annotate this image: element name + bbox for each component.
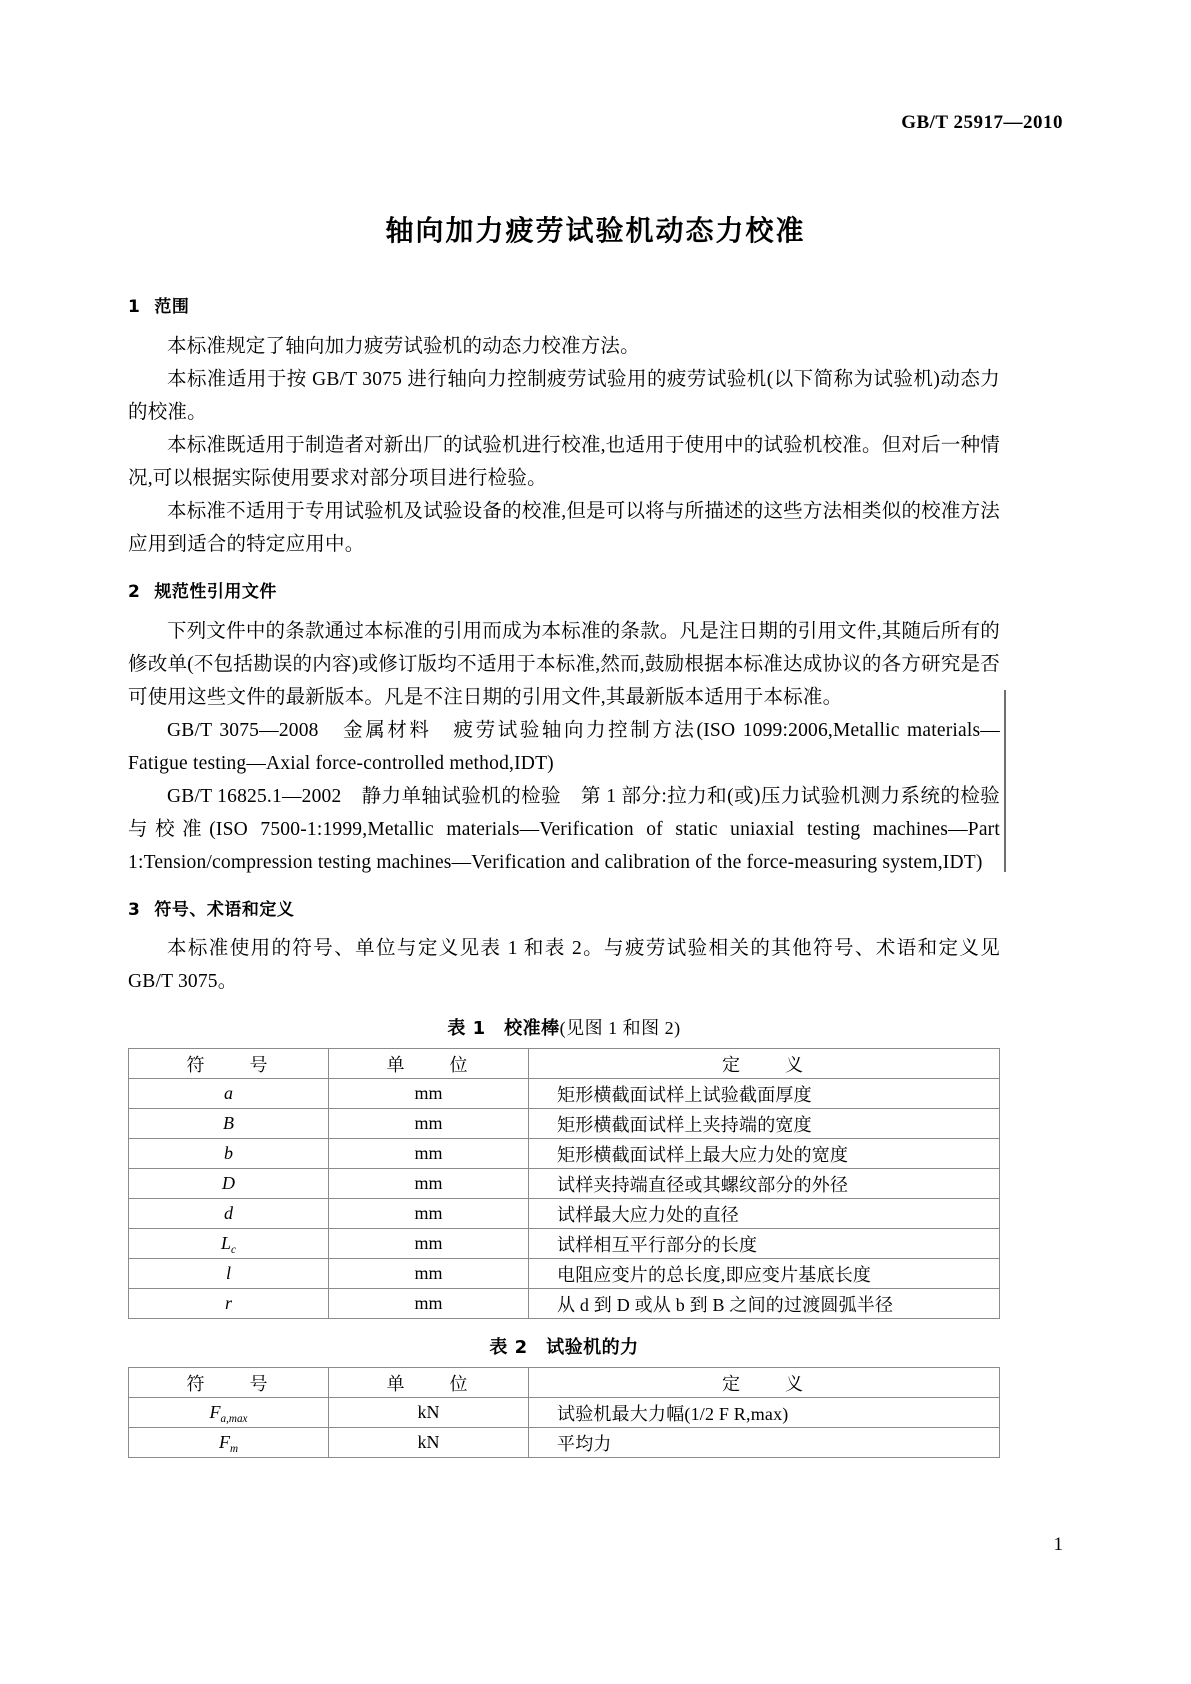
table1-caption — [128, 1014, 1000, 1040]
table1-caption-note: (见图 1 和图 2) — [559, 1018, 681, 1039]
page-number: 1 — [1053, 1534, 1063, 1555]
normative-reference-item: GB/T 3075—2008 金属材料 疲劳试验轴向力控制方法(ISO 1099:2006,Metallic materials—Fatigue testing—Axial force-controlled method,IDT) — [128, 719, 1000, 774]
cell-symbol: $L_c$ — [129, 1229, 329, 1259]
table-row — [129, 1259, 1000, 1289]
cell-definition: 矩形横截面试样上夹持端的宽度 — [529, 1109, 1000, 1139]
cell-unit: mm — [329, 1139, 529, 1169]
paragraph: 本标准使用的符号、单位与定义见表 1 和表 2。与疲劳试验相关的其他符号、术语和定义见 GB/T 3075。 — [128, 938, 1000, 993]
column-header-symbol: 符 号 — [129, 1368, 329, 1398]
table1-caption-main: 表 1 校准棒 — [447, 1018, 560, 1040]
column-header-unit: 单 位 — [329, 1049, 529, 1079]
cell-symbol: a — [129, 1079, 329, 1109]
table-row — [129, 1289, 1000, 1319]
cell-definition: 矩形横截面试样上试验截面厚度 — [529, 1079, 1000, 1109]
table-row — [129, 1139, 1000, 1169]
table-row — [129, 1079, 1000, 1109]
section-title-1: 范围 — [154, 297, 190, 317]
cell-symbol: $F_{a,max}$ — [129, 1398, 329, 1428]
section-normative-references — [128, 581, 1000, 879]
table-row — [129, 1169, 1000, 1199]
cell-unit: mm — [329, 1199, 529, 1229]
table-row — [129, 1199, 1000, 1229]
cell-unit: mm — [329, 1229, 529, 1259]
column-header-definition: 定 义 — [529, 1049, 1000, 1079]
paragraph: 本标准不适用于专用试验机及试验设备的校准,但是可以将与所描述的这些方法相类似的校准方法应用到适合的特定应用中。 — [128, 500, 1000, 555]
column-header-symbol: 符 号 — [129, 1049, 329, 1079]
cell-symbol-subscript: m — [229, 1443, 239, 1456]
paragraph: 本标准既适用于制造者对新出厂的试验机进行校准,也适用于使用中的试验机校准。但对后一种情况,可以根据实际使用要求对部分项目进行检验。 — [128, 434, 1000, 489]
cell-symbol: B — [129, 1109, 329, 1139]
cell-definition: 试样最大应力处的直径 — [529, 1199, 1000, 1229]
revision-change-bar — [1004, 690, 1006, 872]
table-row — [129, 1398, 1000, 1428]
paragraph: 下列文件中的条款通过本标准的引用而成为本标准的条款。凡是注日期的引用文件,其随后所有的修改单(不包括勘误的内容)或修订版均不适用于本标准,然而,鼓励根据本标准达成协议的各方研究是否可使用这些文件的最新版本。凡是不注日期的引用文件,其最新版本适用于本标准。 — [128, 620, 1000, 708]
cell-unit: mm — [329, 1109, 529, 1139]
section-number-2: 2 — [128, 581, 141, 602]
table-row — [129, 1229, 1000, 1259]
cell-unit: kN — [329, 1428, 529, 1458]
cell-definition: 从 d 到 D 或从 b 到 B 之间的过渡圆弧半径 — [529, 1289, 1000, 1319]
paragraph: 本标准规定了轴向加力疲劳试验机的动态力校准方法。 — [167, 335, 640, 357]
table2-caption-main: 表 2 试验机的力 — [489, 1337, 639, 1359]
table-machine-forces — [128, 1367, 1000, 1458]
cell-symbol-subscript: a,max — [220, 1413, 248, 1426]
cell-symbol: d — [129, 1199, 329, 1229]
cell-symbol: b — [129, 1139, 329, 1169]
table2-caption — [128, 1333, 1000, 1359]
cell-definition: 试样夹持端直径或其螺纹部分的外径 — [529, 1169, 1000, 1199]
table-header-row — [129, 1368, 1000, 1398]
cell-definition: 平均力 — [529, 1428, 1000, 1458]
section-title-2: 规范性引用文件 — [154, 581, 277, 602]
page-title: 轴向加力疲劳试验机动态力校准 — [385, 214, 806, 247]
cell-symbol-subscript: c — [231, 1244, 236, 1257]
cell-unit: mm — [329, 1259, 529, 1289]
section-heading-1 — [128, 296, 1000, 320]
document-body — [128, 296, 1000, 1458]
cell-symbol: $F_m$ — [129, 1428, 329, 1458]
paragraph: 本标准适用于按 GB/T 3075 进行轴向力控制疲劳试验用的疲劳试验机(以下简称为试验机)动态力的校准。 — [128, 368, 1000, 423]
normative-reference-item: GB/T 16825.1—2002 静力单轴试验机的检验 第 1 部分:拉力和(或)压力试验机测力系统的检验与校准(ISO 7500-1:1999,Metallic materials—Verification of static uniaxial testing machines—Part 1:Tension/compression testing machines—Verification and calibration of the force-measuring system,IDT) — [128, 785, 1000, 873]
cell-unit: kN — [329, 1398, 529, 1428]
cell-unit: mm — [329, 1169, 529, 1199]
section-scope — [128, 296, 1000, 561]
column-header-definition: 定 义 — [529, 1368, 1000, 1398]
cell-symbol: r — [129, 1289, 329, 1319]
table-row — [129, 1109, 1000, 1139]
page-header-standard-number: GB/T 25917—2010 — [901, 112, 1063, 133]
section-number-1: 1 — [128, 297, 141, 317]
cell-definition: 试验机最大力幅(1/2 F R,max) — [529, 1398, 1000, 1428]
table-row — [129, 1428, 1000, 1458]
table-calibration-bar — [128, 1048, 1000, 1319]
cell-unit: mm — [329, 1079, 529, 1109]
section-number-3: 3 — [128, 899, 141, 920]
cell-definition: 矩形横截面试样上最大应力处的宽度 — [529, 1139, 1000, 1169]
column-header-unit: 单 位 — [329, 1368, 529, 1398]
table-header-row — [129, 1049, 1000, 1079]
section-heading-2 — [128, 581, 1000, 605]
cell-definition: 试样相互平行部分的长度 — [529, 1229, 1000, 1259]
section-symbols-terms-definitions — [128, 899, 1000, 999]
cell-symbol: D — [129, 1169, 329, 1199]
cell-symbol: l — [129, 1259, 329, 1289]
cell-definition: 电阻应变片的总长度,即应变片基底长度 — [529, 1259, 1000, 1289]
section-heading-3 — [128, 899, 1000, 923]
section-title-3: 符号、术语和定义 — [154, 899, 295, 920]
cell-unit: mm — [329, 1289, 529, 1319]
